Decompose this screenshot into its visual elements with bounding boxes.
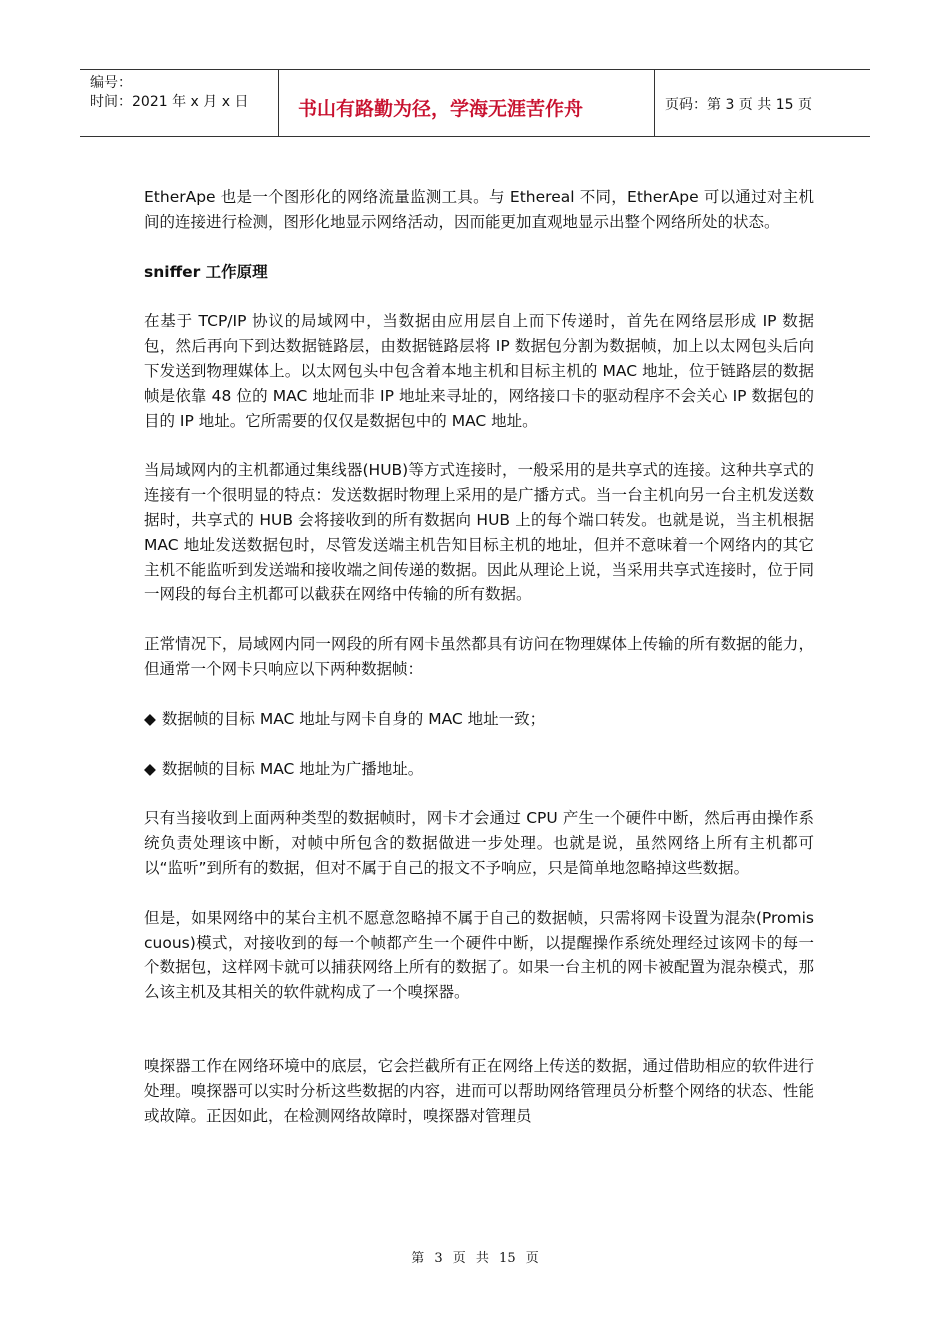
list-item xyxy=(144,757,814,782)
section-heading: sniffer 工作原理 xyxy=(144,262,268,281)
header-motto-cell xyxy=(278,70,655,136)
paragraph-sniffer: 嗅探器工作在网络环境中的底层，它会拦截所有正在网络上传送的数据，通过借助相应的软件进行处理。嗅探器可以实时分析这些数据的内容，进而可以帮助网络管理员分析整个网络的状态、性能或故障。正因如此，在检测网络故障时，嗅探器对管理员 xyxy=(144,1056,814,1125)
paragraph-hub: 当局域网内的主机都通过集线器(HUB)等方式连接时，一般采用的是共享式的连接。这种共享式的连接有一个很明显的特点：发送数据时物理上采用的是广播方式。当一台主机向另一台主机发送数据时，共享式的 HUB 会将接收到的所有数据向 HUB 上的每个端口转发。也就是说，当主机根据 MAC 地址发送数据包时，尽管发送端主机告知目标主机的地址，但并不意味着一个网络内的其它主机不能监听到发送端和接收端之间传递的数据。因此从理论上说，当采用共享式连接时，位于同一网段的每台主机都可以截获在网络中传输的所有数据。 xyxy=(144,461,814,604)
diamond-bullet-icon: ◆ xyxy=(144,759,156,778)
page-footer: 第 3 页 共 15 页 xyxy=(411,1251,539,1266)
document-body xyxy=(144,185,814,1153)
header-page-cell xyxy=(655,70,870,136)
document-time-label: 时间：2021 年 x 月 x 日 xyxy=(90,94,249,110)
document-number-label: 编号： xyxy=(90,75,132,91)
spacer xyxy=(144,1030,814,1054)
paragraph-etherape: EtherApe 也是一个图形化的网络流量监测工具。与 Ethereal 不同，EtherApe 可以通过对主机间的连接进行检测，图形化地显示网络活动，因而能更加直观地显示出整个网络所处的状态。 xyxy=(144,188,814,231)
list-item-text: 数据帧的目标 MAC 地址为广播地址。 xyxy=(161,759,424,778)
list-item-text: 数据帧的目标 MAC 地址与网卡自身的 MAC 地址一致； xyxy=(161,709,546,728)
header-motto: 书山有路勤为径，学海无涯苦作舟 xyxy=(298,98,584,120)
paragraph-interrupt: 只有当接收到上面两种类型的数据帧时，网卡才会通过 CPU 产生一个硬件中断，然后再由操作系统负责处理该中断，对帧中所包含的数据做进一步处理。也就是说，虽然网络上所有主机都可以“监听”到所有的数据，但对不属于自己的报文不予响应，只是简单地忽略掉这些数据。 xyxy=(144,809,814,877)
paragraph-normal: 正常情况下，局域网内同一网段的所有网卡虽然都具有访问在物理媒体上传输的所有数据的能力，但通常一个网卡只响应以下两种数据帧： xyxy=(144,635,814,678)
diamond-bullet-icon: ◆ xyxy=(144,709,156,728)
page-header xyxy=(80,69,870,137)
header-meta-cell xyxy=(80,70,279,136)
header-page-info: 页码：第 3 页 共 15 页 xyxy=(665,97,812,113)
paragraph-promiscuous: 但是，如果网络中的某台主机不愿意忽略掉不属于自己的数据帧，只需将网卡设置为混杂(Promiscuous)模式，对接收到的每一个帧都产生一个硬件中断，以提醒操作系统处理经过该网卡的每一个数据包，这样网卡就可以捕获网络上所有的数据了。如果一台主机的网卡被配置为混杂模式，那么该主机及其相关的软件就构成了一个嗅探器。 xyxy=(144,908,814,1002)
list-item xyxy=(144,707,814,732)
paragraph-tcpip: 在基于 TCP/IP 协议的局域网中，当数据由应用层自上而下传递时，首先在网络层形成 IP 数据包，然后再向下到达数据链路层，由数据链路层将 IP 数据包分割为数据帧，加上以太网包头后向下发送到物理媒体上。以太网包头中包含着本地主机和目标主机的 MAC 地址，位于链路层的数据帧是依靠 48 位的 MAC 地址而非 IP 地址来寻址的，网络接口卡的驱动程序不会关心 IP 数据包的目的 IP 地址。它所需要的仅仅是数据包中的 MAC 地址。 xyxy=(144,312,814,430)
